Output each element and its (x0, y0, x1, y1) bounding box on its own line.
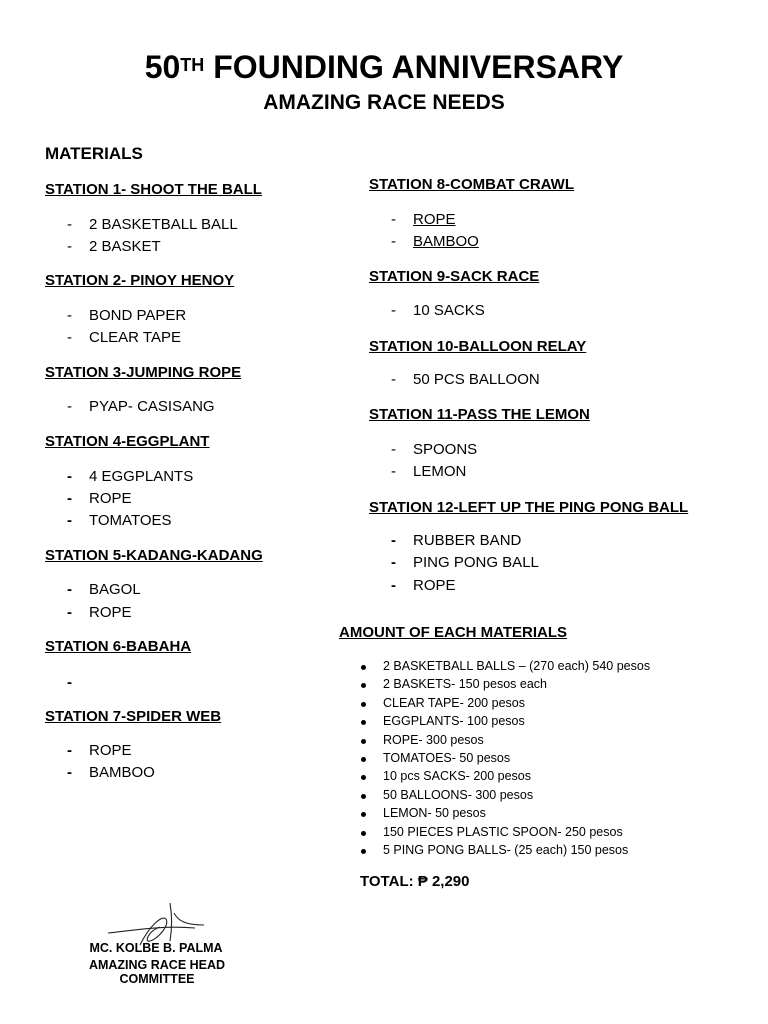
bullet-icon (361, 849, 366, 854)
station-title: STATION 8-COMBAT CRAWL (369, 176, 574, 193)
bullet-icon (361, 665, 366, 670)
bullet-icon (361, 812, 366, 817)
station-title: STATION 10-BALLOON RELAY (369, 338, 587, 355)
amounts-heading: AMOUNT OF EACH MATERIALS (339, 624, 568, 641)
bullet-icon (361, 831, 366, 836)
station-title: STATION 9-SACK RACE (369, 268, 540, 285)
station-title: STATION 2- PINOY HENOY (45, 272, 235, 289)
bullet-icon (361, 702, 366, 707)
station-title: STATION 1- SHOOT THE BALL (45, 181, 262, 198)
bullet-icon (361, 720, 366, 725)
document-title: 50TH FOUNDING ANNIVERSARY (144, 49, 624, 85)
bullet-icon (361, 739, 366, 744)
signatory-role: AMAZING RACE HEAD COMMITTEE (88, 958, 226, 986)
station-title: STATION 5-KADANG-KADANG (45, 547, 263, 564)
bullet-icon (361, 683, 366, 688)
total-amount: TOTAL: ₱ 2,290 (360, 873, 470, 890)
station-title: STATION 3-JUMPING ROPE (45, 364, 242, 381)
document-subtitle: AMAZING RACE NEEDS (263, 91, 505, 114)
bullet-icon (361, 794, 366, 799)
station-title: STATION 4-EGGPLANT (45, 433, 210, 450)
bullet-icon (361, 757, 366, 762)
station-title: STATION 12-LEFT UP THE PING PONG BALL (369, 499, 689, 516)
materials-heading: MATERIALS (45, 144, 143, 163)
signatory-name: MC. KOLBE B. PALMA (89, 941, 223, 955)
station-title: STATION 6-BABAHA (45, 638, 192, 655)
station-title: STATION 11-PASS THE LEMON (369, 406, 590, 423)
station-title: STATION 7-SPIDER WEB (45, 708, 222, 725)
bullet-icon (361, 775, 366, 780)
